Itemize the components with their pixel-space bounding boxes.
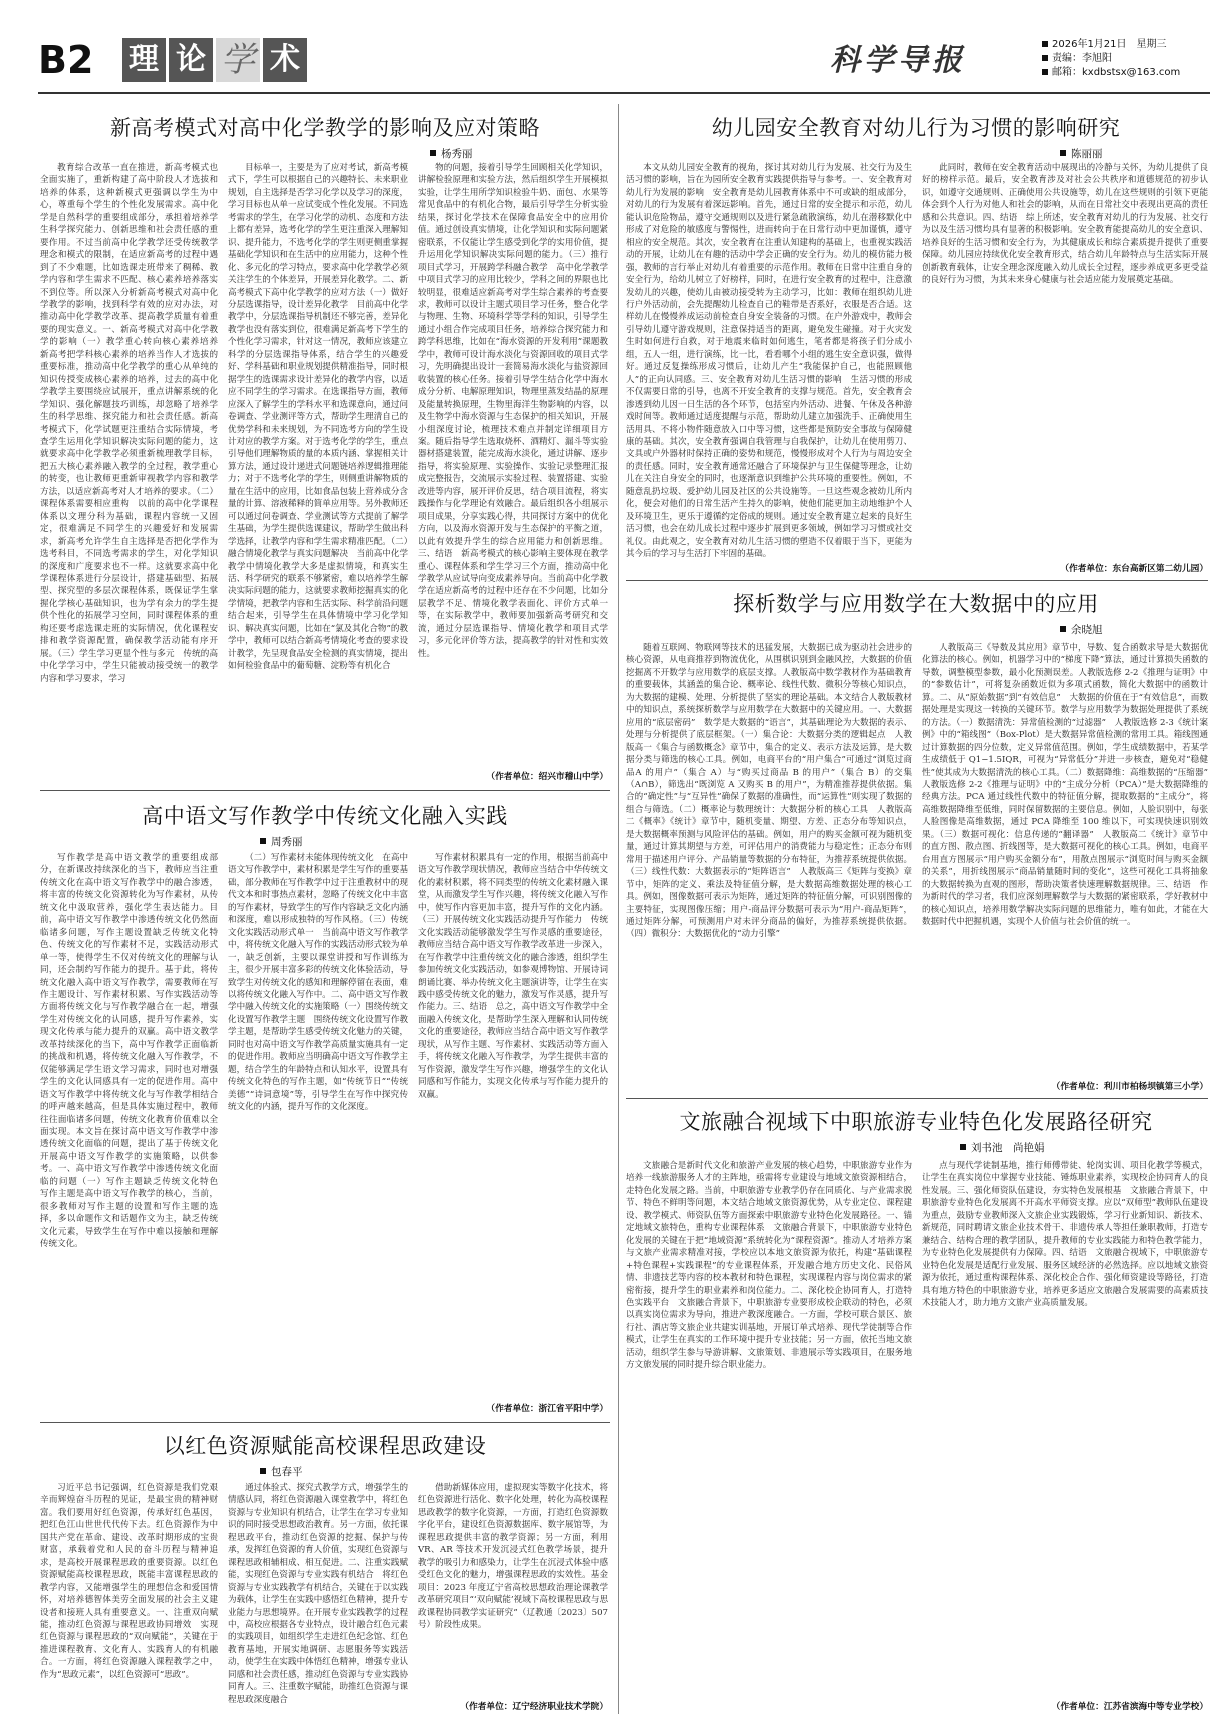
article-1-column-2: 目标单一，主要是为了应对考试，新高考模式下，学生可以根据自己的兴趣特长、未来职业规划，自主选择是否学习化学以及学习的深度，学习目标也从单一应试变成个性化发展。不同选考需求的学生，在学习化学的动机、态度和方法上都有差异，选考化学的学生更注重深入理解知识、提升能力，不选考化学的学生则更侧重掌握基础化学知识和在生活中的应用能力，这种个性化、多元化的学习特点，要求高中化学教学必须关注学生的个体差异，开展差异化教学。二、新高考模式下高中化学教学的应对方法（一）做好分层选课指导，设计差异化教学 目前高中化学教学中，分层选课指导机制还不够完善，差异化教学也没有落实到位，很难满足新高考下学生的个性化学习需求，针对这一情况，教师应该建立科学的分层选课指导体系，结合学生的兴趣爱好、学科基础和职业规划提供精准指导，同时根据学生的选课需求设计差异化的教学内容，以适应不同学生的学习需求。在选课指导方面，教师应深入了解学生的学科水平和选课意向，通过问卷调查、学业测评等方式，帮助学生理清自己的优势学科和未来规划，为不同选考方向的学生设计对应的教学方案。对于选考化学的学生，重点引导他们理解物质的量的本质内涵、掌握相关计算方法，通过设计递进式问题链培养逻辑推理能力；对于不选考化学的学生，则侧重讲解物质的量在生活中的应用，比如食品包装上营养成分含量的计算、溶液稀释的简单应用等。另外教师还可以通过问卷调查、学业测试等方式提前了解学生基础，为学生提供选课建议，帮助学生做出科学选择，让教学内容和学生需求精准匹配。（二）融合情境化教学与真实问题解决 当前高中化学教学中情境化教学大多是虚拟情境，和真实生活、科学研究的联系不够紧密，难以培养学生解决实际问题的能力，这就要求教师挖掘真实的化学情境，把教学内容和生活实际、科学前沿问题结合起来，引导学生在具体情境中学习化学知识、解决真实问题，比如在“氯及其化合物”的教学中，教师可以结合新高考情境化考查的要求设计教学，先呈现食品安全检测的真实情境，提出如何检验食品中的葡萄糖、淀粉等有机化合: [228, 163, 408, 672]
article-3-affiliation: （作者单位：利川市柏杨坝镇第三小学）: [1051, 1082, 1208, 1092]
article-3-column-2: 人教版高三《导数及其应用》章节中，导数、复合函数求导是大数据优化算法的核心。例如，机器学习中的“梯度下降”算法，通过计算损失函数的导数，调整模型参数，最小化预测误差。人教版选修 2-2《推理与证明》中的“参数估计”，可将复杂函数近似为多项式函数，简化大数据中的函数计算。二、从“原始数据”到“有效信息” 大数据的价值在于“有效信息”，而数据处理是实现这一转换的关键环节。数学与应用数学为数据处理提供了系统的方法。（一）数据清洗：异常值检测的“过滤器” 人教版选修 2-3《统计案例》中的“箱线图”（Box-Plot）是大数据异常值检测的常用工具。箱线图通过计算数据的四分位数，定义异常值范围。例如，学生成绩数据中，若某学生成绩低于 Q1−1.5IQR，可视为“异常低分”并进一步核查，避免对“稳健性”使其成为大数据清洗的核心工具。（二）数据降维：高维数据的“压缩器” 人教版选修 2-2《推理与证明》中的“主成分分析（PCA）”是大数据降维的经典方法。PCA 通过线性代数中的特征值分解，提取数据的“主成分”，将高维数据降维至低维，同时保留数据的主要信息。例如，人脸识别中，每张人脸图像是高维数据，通过 PCA 降维至 100 维以下，可实现快速识别效果。（三）数据可视化：信息传递的“翻译器” 人教版高二《统计》章节中的直方图、散点图、折线图等，是大数据可视化的核心工具。例如，电商平台用直方图展示“用户购买金额分布”，用散点图展示“浏览时间与购买金额的关系”，用折线图展示“商品销量随时间的变化”，这些可视化工具将抽象的大数据转换为直观的图形，帮助决策者快速理解数据规律。三、结语 作为新时代的学习者，我们应深刻理解数学与大数据的紧密联系，学好教材中的核心知识点，培养用数学解决实际问题的思维能力，唯有如此，才能在大数据时代中把握机遇，实现个人价值与社会价值的统一。: [922, 643, 1217, 927]
article-3-title: 探析数学与应用数学在大数据中的应用: [733, 592, 1099, 616]
date-line: 2026年1月21日 星期三: [1042, 38, 1212, 52]
article-3-rule: [626, 1098, 1208, 1099]
section-char-1: 理: [122, 38, 166, 82]
article-2-affiliation: （作者单位：东台高新区第二幼儿园）: [1060, 564, 1208, 574]
article-5-column-3: 借助新媒体应用，虚拟现实等数字化技术，将红色资源进行活化、数字化处理，转化为高校课程思政教学的数字化资源，一方面，打造红色资源数字化平台，建设红色资源数据库、数字展馆等，为课程思政提供丰富的教学资源；另一方面，利用 VR、AR 等技术开发沉浸式红色教学场景，提升教学的吸引力和感染力，让学生在沉浸式体验中感受红色文化的魅力，增强课程思政的实效性。基金项目：2023 年度辽宁省高校思想政治理论课教学改革研究项目“‘双向赋能’视域下高校课程思政与思政课程协同教学实证研究”（辽教通〔2023〕507 号）阶段性成果。: [418, 1483, 608, 1630]
article-3-author: 余晓旭: [1060, 622, 1200, 638]
article-1-author: 杨秀丽: [430, 146, 600, 162]
article-1-column-1: 教育综合改革一直在推进，新高考模式也全面实施了，重新构建了高中阶段人才选拔和培养的体系，这种新模式更强调以学生为中心，尊重每个学生的个性化发展需求。高中化学是自然科学的重要组成部分，承担着培养学生科学探究能力、创新思维和社会责任感的重要作用。不过当前高中化学教学还受传统教学理念和模式的限制，在适应新高考的过程中遇到了不少难题，比如选课走班带来了稠稀、教学内容和学生需求不匹配、核心素养培养落实不到位等。所以深入分析新高考模式对高中化学教学的影响，找到科学有效的应对办法，对推动高中化学教学改革、提高教学质量有着重要的现实意义。一、新高考模式对高中化学教学的影响（一）教学重心转向核心素养培养 新高考把学科核心素养的培养当作人才选拔的重要标准，推动高中化学教学的重心从单纯的知识传授变成核心素养的培养，过去的高中化学教学主要围绕应试展开，重点讲解系统的化学知识、强化解题技巧训练，却忽略了培养学生的科学思维、探究能力和社会责任感。新高考模式下，化学试题更注重结合实际情境，考查学生运用化学知识解决实际问题的能力，这就要求高中化学教学必须重新梳理教学目标，把五大核心素养融入教学的全过程，教学重心的转变，也让教师更重新审视教学内容和教学方法，以适应新高考对人才培养的要求。（二）课程体系需要相应重构 以前的高中化学课程体系以文理分科为基础，课程内容统一又固定，很难满足不同学生的兴趣爱好和发展需求，新高考允许学生自主选择是否把化学作为选考科目，不同选考需求的学生，对化学知识的深度和广度要求也不一样。这就要求高中化学课程体系进行分层设计，搭建基础型、拓展型、探究型的多层次课程体系，既保证学生掌握化学核心基础知识，也为学有余力的学生提供个性化的拓展学习空间，同时课程体系的重构还要考虑选课走班的实际情况，优化课程安排和教学资源配置，确保教学活动能有序开展。（三）学生学习更显个性与多元 传统的高中化学学习中，学生只能被动接受统一的教学内容和学习要求，学习: [40, 163, 227, 684]
article-2-column-1: 本文从幼儿园安全教育的视角，探讨其对幼儿行为发展、社交行为及生活习惯的影响，旨在为园所安全教育实践提供指导与参考。一、安全教育对幼儿行为发展的影响 安全教育是幼儿园教育体系中不可或缺的组成部分，对幼儿的行为发展有着深远影响。首先，通过日常的安全提示和示范，幼儿能认识危险物品，遵守交通规则以及进行紧急疏散演练，幼儿在潜移默化中形成了对危险的敏感度与警惕性，进而转向于在日常行动中更加谨慎，遵守相应的安全规范。其次，安全教育在注重认知建构的基础上，也重视实践活动的开展，让幼儿在有趣的活动中学会正确的安全行为。幼儿的模仿能力极强，教师的言行举止对幼儿有着重要的示范作用。教师在日常中注重自身的安全行为，给幼儿树立了好榜样，同时，在进行安全教育的过程中，注意激发幼儿的兴趣，使幼儿由被动接受转为主动学习，比如：教师在组织幼儿进行户外活动前，会先提醒幼儿检查自己的鞋带是否系好，衣服是否合适。这样幼儿在慢慢养成运动前检查自身安全装备的习惯。在户外游戏中，教师会引导幼儿遵守游戏规则，注意保持适当的距离，避免发生碰撞。对于火灾发生时如何进行自救，对于地震来临时如何逃生，笔者都是将孩子们分成小组，五人一组，进行演练，比一比，看看哪个小组的逃生安全意识强，做得好。通过反复操练形成习惯后，让幼儿产生“我能保护自己，也能照顾他人”的正向认同感。三、安全教育对幼儿生活习惯的影响 生活习惯的形成不仅需要日常的引导，也离不开安全教育的支撑与规范。首先，安全教育会渗透到幼儿因一日生活的各个环节，包括室内外活动、进餐、午休及各种游戏时间等。教师通过适度提醒与示范，帮助幼儿建立加强洗手、正确使用生活用具、不将小物件随意放入口中等习惯，这些都是预防安全事故与保障健康的基础。其次，安全教育强调自我管理与自我保护，让幼儿在使用剪刀、文具或户外器材时保持正确的姿势和规范，慢慢形成对个人行为与周边安全的责任感。同时，安全教育通常还融合了环境保护与卫生保健等理念，让幼儿在关注自身安全的同时，也逐渐意识到维护公共环境的重要性。例如，不随意乱扔垃圾、爱护幼儿园及社区的公共设施等。一旦这些观念被幼儿所内化，便会对他们的日常生活产生持久的影响，使他们能更加主动地维护个人及环境卫生，更乐于遵循约定俗成的规则。通过安全教育建立起来的良好生活习惯，也会在幼儿成长过程中逐步扩展到更多领域，例如学习习惯或社交礼仪。由此观之，安全教育对幼儿生活习惯的塑造不仅着眼于当下，更能为其今后的学习与生活打下牢固的基础。: [626, 163, 912, 560]
article-4-title: 高中语文写作教学中传统文化融入实践: [142, 804, 508, 828]
editor-line: 责编：李旭阳: [1042, 52, 1212, 66]
header-rule: [38, 92, 1210, 94]
article-5-author: 包春平: [260, 1464, 430, 1480]
article-4-rule: [40, 1422, 610, 1423]
article-4-column-2: （二）写作素材未能体现传统文化 在高中语文写作教学中，素材积累是学生写作的重要基础，部分教师在写作教学中过于注重教材中的现代文本和时事热点素材，忽略了传统文化中丰富的写作素材，导致学生的写作内容缺乏文化内涵和深度，难以形成独特的写作风格。（三）传统文化实践活动形式单一 当前高中语文写作教学中，将传统文化融入写作的实践活动形式较为单一，缺乏创新，主要以课堂讲授和写作训练为主，很少开展丰富多彩的传统文化体验活动，导致学生对传统文化的感知和理解停留在表面，难以将传统文化融入写作中。二、高中语文写作教学中融入传统文化的实施策略（一）围绕传统文化设置写作教学主题 围绕传统文化设置写作教学主题，是帮助学生感受传统文化魅力的关键，同时也对高中语文写作教学高质量实施具有一定的促进作用。教师应当明确高中语文写作教学主题，结合学生的年龄特点和认知水平，设置具有传统文化特色的写作主题，如“传统节日”“传统美德”“诗词意境”等，引导学生在写作中探究传统文化的内涵，提升写作的文化深度。: [228, 853, 408, 1113]
article-1-column-3: 物的问题，接着引导学生回顾相关化学知识，讲解检验原理和实验方法，然后组织学生开展模拟实验，让学生用所学知识检验牛奶、面包、水果等常见食品中的有机化合物，最后引导学生分析实验结果，探讨化学技术在保障食品安全中的应用价值。通过创设真实情境，让化学知识和实际问题紧密联系，不仅能让学生感受到化学的实用价值，提升运用化学知识解决实际问题的能力。（三）推行项目式学习，开展跨学科融合教学 高中化学教学中项目式学习的应用比较少，学科之间的界限也比较明显，很难适应新高考对学生综合素养的考查要求，教师可以设计主题式项目学习任务，整合化学与物理、生物、环境科学等学科的知识，引导学生通过小组合作完成项目任务，培养综合探究能力和跨学科思维，比如在“海水资源的开发利用”课题教学中，教师可设计海水淡化与资源回收的项目式学习，先明确提出设计一套简易海水淡化与盐资源回收装置的核心任务。接着引导学生结合化学中海水成分分析、电解原理知识，物理里蒸发结晶的原理及能量转换原理，生物里海洋生物影响的内容，以及生物学中海水资源与生态保护的相关知识，开展小组深度讨论，梳理技术难点并制定详细项目方案。随后指导学生选取烧杯、酒精灯、漏斗等实验器材搭建装置，能完成海水淡化，通过讲解、逐步指导，将实验原理、实验操作、实验记录整理汇报成完整报告，交流展示实验过程、装置搭建、实验改进等内容，展开评价反思，结合项目流程，将实践操作与化学理论有效融合。最后组织各小组展示项目成果，分享实践心得，共同探讨方案中的优化方向，以及海水资源开发与生态保护的平衡之道，以此有效提升学生的综合应用能力和创新思维。三、结语 新高考模式的核心影响主要体现在教学重心、课程体系和学生学习三个方面，推动高中化学教学从应试导向变成素养导向。当前高中化学教学在适应新高考的过程中还存在不少问题，比如分层教学不足、情境化教学表面化、评价方式单一等，在实际教学中，教师要加强新高考研究和交流，通过分层选课指导、情境化教学和项目式学习，多元化评价等方法，提高教学的针对性和实效性。: [418, 163, 608, 659]
article-3-column-1: 随着互联网、物联网等技术的迅猛发展，大数据已成为驱动社会进步的核心资源，从电商推荐到物流优化，从围棋识别到金融风控，大数据的价值挖掘离不开数学与应用数学的底层支撑。人教版高中数学教材作为基础教育的重要载体，其涵盖的集合论、概率论、线性代数、微积分等核心知识点，为大数据的建模、处理、分析提供了坚实的理论基础。本文结合人教版教材中的知识点，系统探析数学与应用数学在大数据中的关键应用。一、大数据应用的“底层密码” 数学是大数据的“语言”，其基础理论为大数据的表示、处理与分析提供了底层框架。（一）集合论：大数据分类的逻辑起点 人教版高一《集合与函数概念》章节中，集合的定义、表示方法及运算，是大数据分类与筛选的核心工具。例如，电商平台的“用户集合”可通过“浏览过商品A 的用户”（集合 A）与“购买过商品 B 的用户”（集合 B）的交集（A∩B），筛选出“既浏览 A 又购买 B 的用户”，为精准推荐提供依据。集合的“确定性”与“互异性”确保了数据的准确性，而“运算性”则实现了数据的组合与筛选。（二）概率论与数理统计：大数据分析的核心工具 人教版高二《概率》《统计》章节中，随机变量、期望、方差、正态分布等知识点，是大数据概率预测与风险评估的基础。例如，用户的购买金额可视为随机变量，通过计算其期望与方差，可评估用户的消费能力与稳定性；正态分布则常用于描述用户评分、产品销量等数据的分布特征，为推荐系统提供依据。（三）线性代数：大数据表示的“矩阵语言” 人教版高三《矩阵与变换》章节中，矩阵的定义、乘法及特征值分解，是大数据高维数据处理的核心工具。例如，图像数据可表示为矩阵，通过矩阵的特征值分解，可识别图像的主要特征，实现图像压缩；用户-商品评分数据可表示为“用户-商品矩阵”，通过矩阵分解，可预测用户对未评分商品的偏好，为推荐系统提供依据。（四）微积分：大数据优化的“动力引擎”: [626, 643, 912, 940]
section-title: [122, 38, 322, 84]
article-6-affiliation: （作者单位：江苏省滨海中等专业学校）: [1051, 1702, 1208, 1712]
article-1-rule: [40, 790, 610, 791]
article-1-title: 新高考模式对高中化学教学的影响及应对策略: [110, 116, 540, 140]
article-4-author: 周秀丽: [260, 834, 430, 850]
article-4-affiliation: （作者单位：浙江省平阳中学）: [486, 1404, 608, 1414]
article-4-column-3: 写作素材积累具有一定的作用，根据当前高中语文写作教学现状情况，教师应当结合中华传统文化的素材积累，将不同类型的传统文化素材融入课堂，从而激发学生写作兴趣，将传统文化融入写作中，使写作内容更加丰富，提升写作的文化内涵。（三）开展传统文化实践活动提升写作能力 传统文化实践活动能够激发学生写作灵感的重要途径，教师应当结合高中语文写作教学改革进一步深入，在写作教学中注重传统文化的融合渗透，组织学生参加传统文化实践活动，如参观博物馆、开展诗词朗诵比赛、举办传统文化主题演讲等，让学生在实践中感受传统文化的魅力，激发写作灵感，提升写作能力。三、结语 总之，高中语文写作教学中全面融入传统文化，是帮助学生深入理解和认同传统文化的重要途径，教师应当结合高中语文写作教学现状，从写作主题、写作素材、实践活动等方面入手，将传统文化融入写作教学，为学生提供丰富的写作资源，激发学生写作兴趣，增强学生的文化认同感和写作能力，实现文化传承与写作能力提升的双赢。: [418, 853, 608, 1100]
article-2-column-2: 此同时，教师在安全教育活动中展现出的冷静与关怀，为幼儿提供了良好的榜样示范。最后，安全教育涉及对社会公共秩序和道德规范的初步认识，如遵守交通规则、正确使用公共设施等，幼儿在这些规则的引领下更能体会到个人行为对他人和社会的影响，从而在日常社交中表现出更高的责任感和公共意识。四、结语 综上所述，安全教育对幼儿的行为发展、社交行为以及生活习惯均具有显著的积极影响。安全教育能提高幼儿的安全意识、培养良好的生活习惯和安全行为，为其健康成长和综合素质提升提供了重要保障。幼儿园应持续优化安全教育形式，结合幼儿年龄特点与生活实际开展创新教育载体，让安全理念深度融入幼儿成长全过程，逐步养成更多更受益的良好行为习惯，为其未来身心健康与社会适应能力发展奠定基础。: [922, 163, 1208, 286]
page-label: B2: [38, 38, 94, 82]
article-1-affiliation: （作者单位：绍兴市稽山中学）: [486, 772, 608, 782]
issue-info: [1042, 38, 1212, 84]
section-char-4: 术: [263, 38, 307, 82]
masthead: 科学导报: [830, 43, 966, 78]
article-2-title: 幼儿园安全教育对幼儿行为习惯的影响研究: [711, 116, 1121, 140]
article-5-column-1: 习近平总书记强调，红色资源是我们党艰辛而辉煌奋斗历程的见证，是最宝贵的精神财富。我们要用好红色资源，传承好红色基因，把红色江山世世代代传下去。红色资源作为中国共产党在革命、建设、改革时期形成的宝贵财富，承载着党和人民的奋斗历程与精神追求，是高校开展课程思政的重要资源。以红色资源赋能高校课程思政，既能丰富课程思政的教学内容，又能增强学生的理想信念和爱国情怀，对培养德智体美劳全面发展的社会主义建设者和接班人具有重要意义。一、注重双向赋能，推动红色资源与课程思政协同增效 实现红色资源与课程思政的“双向赋能”，关键在于推进课程教育、文化育人、实践育人的有机融合。一方面，将红色资源融入课程教学之中，作为“思政元素”，以红色资源可“思政”。: [40, 1483, 218, 1680]
article-6-author: 刘书池 尚艳娟: [960, 1140, 1140, 1156]
page-column-divider: [618, 104, 619, 1714]
article-4-column-1: 写作教学是高中语文教学的重要组成部分，在新课改持续深化的当下，教师应当注重传统文化在高中语文写作教学中的融合渗透，将丰富的传统文化资源转化为写作素材，从传统文化中汲取营养，强化学生表达能力。目前，高中语文写作教学中渗透传统文化仍然面临诸多问题，写作主题设置缺乏传统文化特色、传统文化的写作素材不足，实践活动形式单一等，使得学生不仅对传统文化的理解与认同，还会制约写作能力的提升。基于此，将传统文化融入高中语文写作教学，需要教师在写作主题设计、写作素材积累、写作实践活动等方面将传统文化与写作教学融合在一起，增强学生对传统文化的认同感，提升写作素养，实现文化传承与能力提升的双赢。高中语文教学改革持续深化的当下，高中写作教学正面临新的挑战和机遇，将传统文化融入写作教学，不仅能够满足学生语文学习需求，同时也对增强学生的文化认同感具有一定的促进作用。高中语文写作教学中将传统文化与写作教学相结合的呼声越来越高，但是具体实施过程中，教师往往面临诸多问题，传统文化教育价值难以全面实现。本文旨在探讨高中语文写作教学中渗透传统文化面临的问题，提出了基于传统文化开展高中语文写作教学的实施策略，以供参考。一、高中语文写作教学中渗透传统文化面临的问题（一）写作主题缺乏传统文化特色 写作主题是高中语文写作教学的核心，当前，很多教师对写作主题的设置和写作主题的选择，多以命题作文和话题作文为主，缺乏传统文化元素，导致学生在写作中难以接触和理解传统文化。: [40, 853, 227, 1250]
email-line: 邮箱：kxdbstsx@163.com: [1042, 66, 1212, 80]
article-5-affiliation: （作者单位：辽宁经济职业技术学院）: [460, 1702, 608, 1712]
article-5-title: 以红色资源赋能高校课程思政建设: [163, 1434, 487, 1458]
section-char-2: 论: [169, 38, 213, 82]
article-5-column-2: 通过体验式、探究式教学方式，增强学生的情感认同，将红色资源融入课堂教学中，将红色资源与专业知识有机结合，让学生在学习专业知识的同时接受思想政治教育。另一方面，依托课程思政平台，推动红色资源的挖掘、保护与传承，发挥红色资源的育人价值，实现红色资源与课程思政相辅相成、相互促进。二、注重实践赋能，实现红色资源与专业实践有机结合 将红色资源与专业实践教学有机结合，关键在于以实践为载体，让学生在实践中感悟红色精神，提升专业能力与思想境界。在开展专业实践教学的过程中，高校应根据各专业特点，设计融合红色元素的实践项目，如组织学生走进红色纪念馆、红色教育基地，开展实地调研、志愿服务等实践活动，使学生在实践中体悟红色精神，增强专业认同感和社会责任感，推动红色资源与专业实践协同育人。三、注重数字赋能，助推红色资源与课程思政深度融合: [228, 1483, 408, 1705]
article-6-column-2: 点与现代学徒制基地，推行师傅带徒、轮岗实训、项目化教学等模式，让学生在真实岗位中掌握专业技能、锤炼职业素养，实现校企协同育人的良性发展。三、强化师资队伍建设，夯实特色发展根基 文旅融合背景下，中职旅游专业特色化发展离不开高水平师资支撑。应以“双师型”教师队伍建设为重点，鼓励专业教师深入文旅企业实践锻炼，学习行业新知识、新技术、新规范，同时聘请文旅企业技术骨干、非遗传承人等担任兼职教师，打造专兼结合、结构合理的教学团队，提升教师的专业实践能力和特色教学能力，为专业特色化发展提供有力保障。四、结语 文旅融合视域下，中职旅游专业特色化发展是适配行业发展、服务区域经济的必然选择。应以地域文旅资源为依托，通过重构课程体系、深化校企合作、强化师资建设等路径，打造具有地方特色的中职旅游专业，培养更多适应文旅融合发展需要的高素质技术技能人才，助力地方文旅产业高质量发展。: [922, 1161, 1208, 1308]
article-6-title: 文旅融合视域下中职旅游专业特色化发展路径研究: [679, 1110, 1153, 1134]
article-2-rule: [626, 580, 1208, 581]
article-6-column-1: 文旅融合是新时代文化和旅游产业发展的核心趋势，中职旅游专业作为培养一线旅游服务人才的主阵地，亟需将专业建设与地域文旅资源相结合，走特色化发展之路。当前，中职旅游专业教学仍存在同质化、与产业需求脱节、特色不鲜明等问题，本文结合地域文旅资源优势，从专业定位、课程建设、教学模式、师资队伍等方面探索中职旅游专业特色化发展路径。一、锚定地域文旅特色，重构专业课程体系 文旅融合背景下，中职旅游专业特色化发展的关键在于把“地域资源”系统转化为“课程资源”。推动人才培养方案与文旅产业需求精准对接，学校应以本地文旅资源为依托，构建“基础课程+特色课程+实践课程”的专业课程体系，开发融合地方历史文化、民俗风情、非遗技艺等内容的校本教材和特色课程，实现课程内容与岗位需求的紧密衔接，提升学生的职业素养和岗位能力。二、深化校企协同育人，打造特色实践平台 文旅融合背景下，中职旅游专业要形成校企联动的特色，必须以真实岗位需求为导向，推进产教深度融合。一方面，学校可联合景区、旅行社、酒店等文旅企业共建实训基地，开展订单式培养、现代学徒制等合作模式，让学生在真实的工作环境中提升专业技能；另一方面，依托当地文旅活动，组织学生参与导游讲解、文旅策划、非遗展示等实践项目，在服务地方文旅发展的同时提升综合职业能力。: [626, 1161, 912, 1371]
article-2-author: 陈丽丽: [1060, 146, 1200, 162]
section-char-3: 学: [216, 38, 260, 82]
